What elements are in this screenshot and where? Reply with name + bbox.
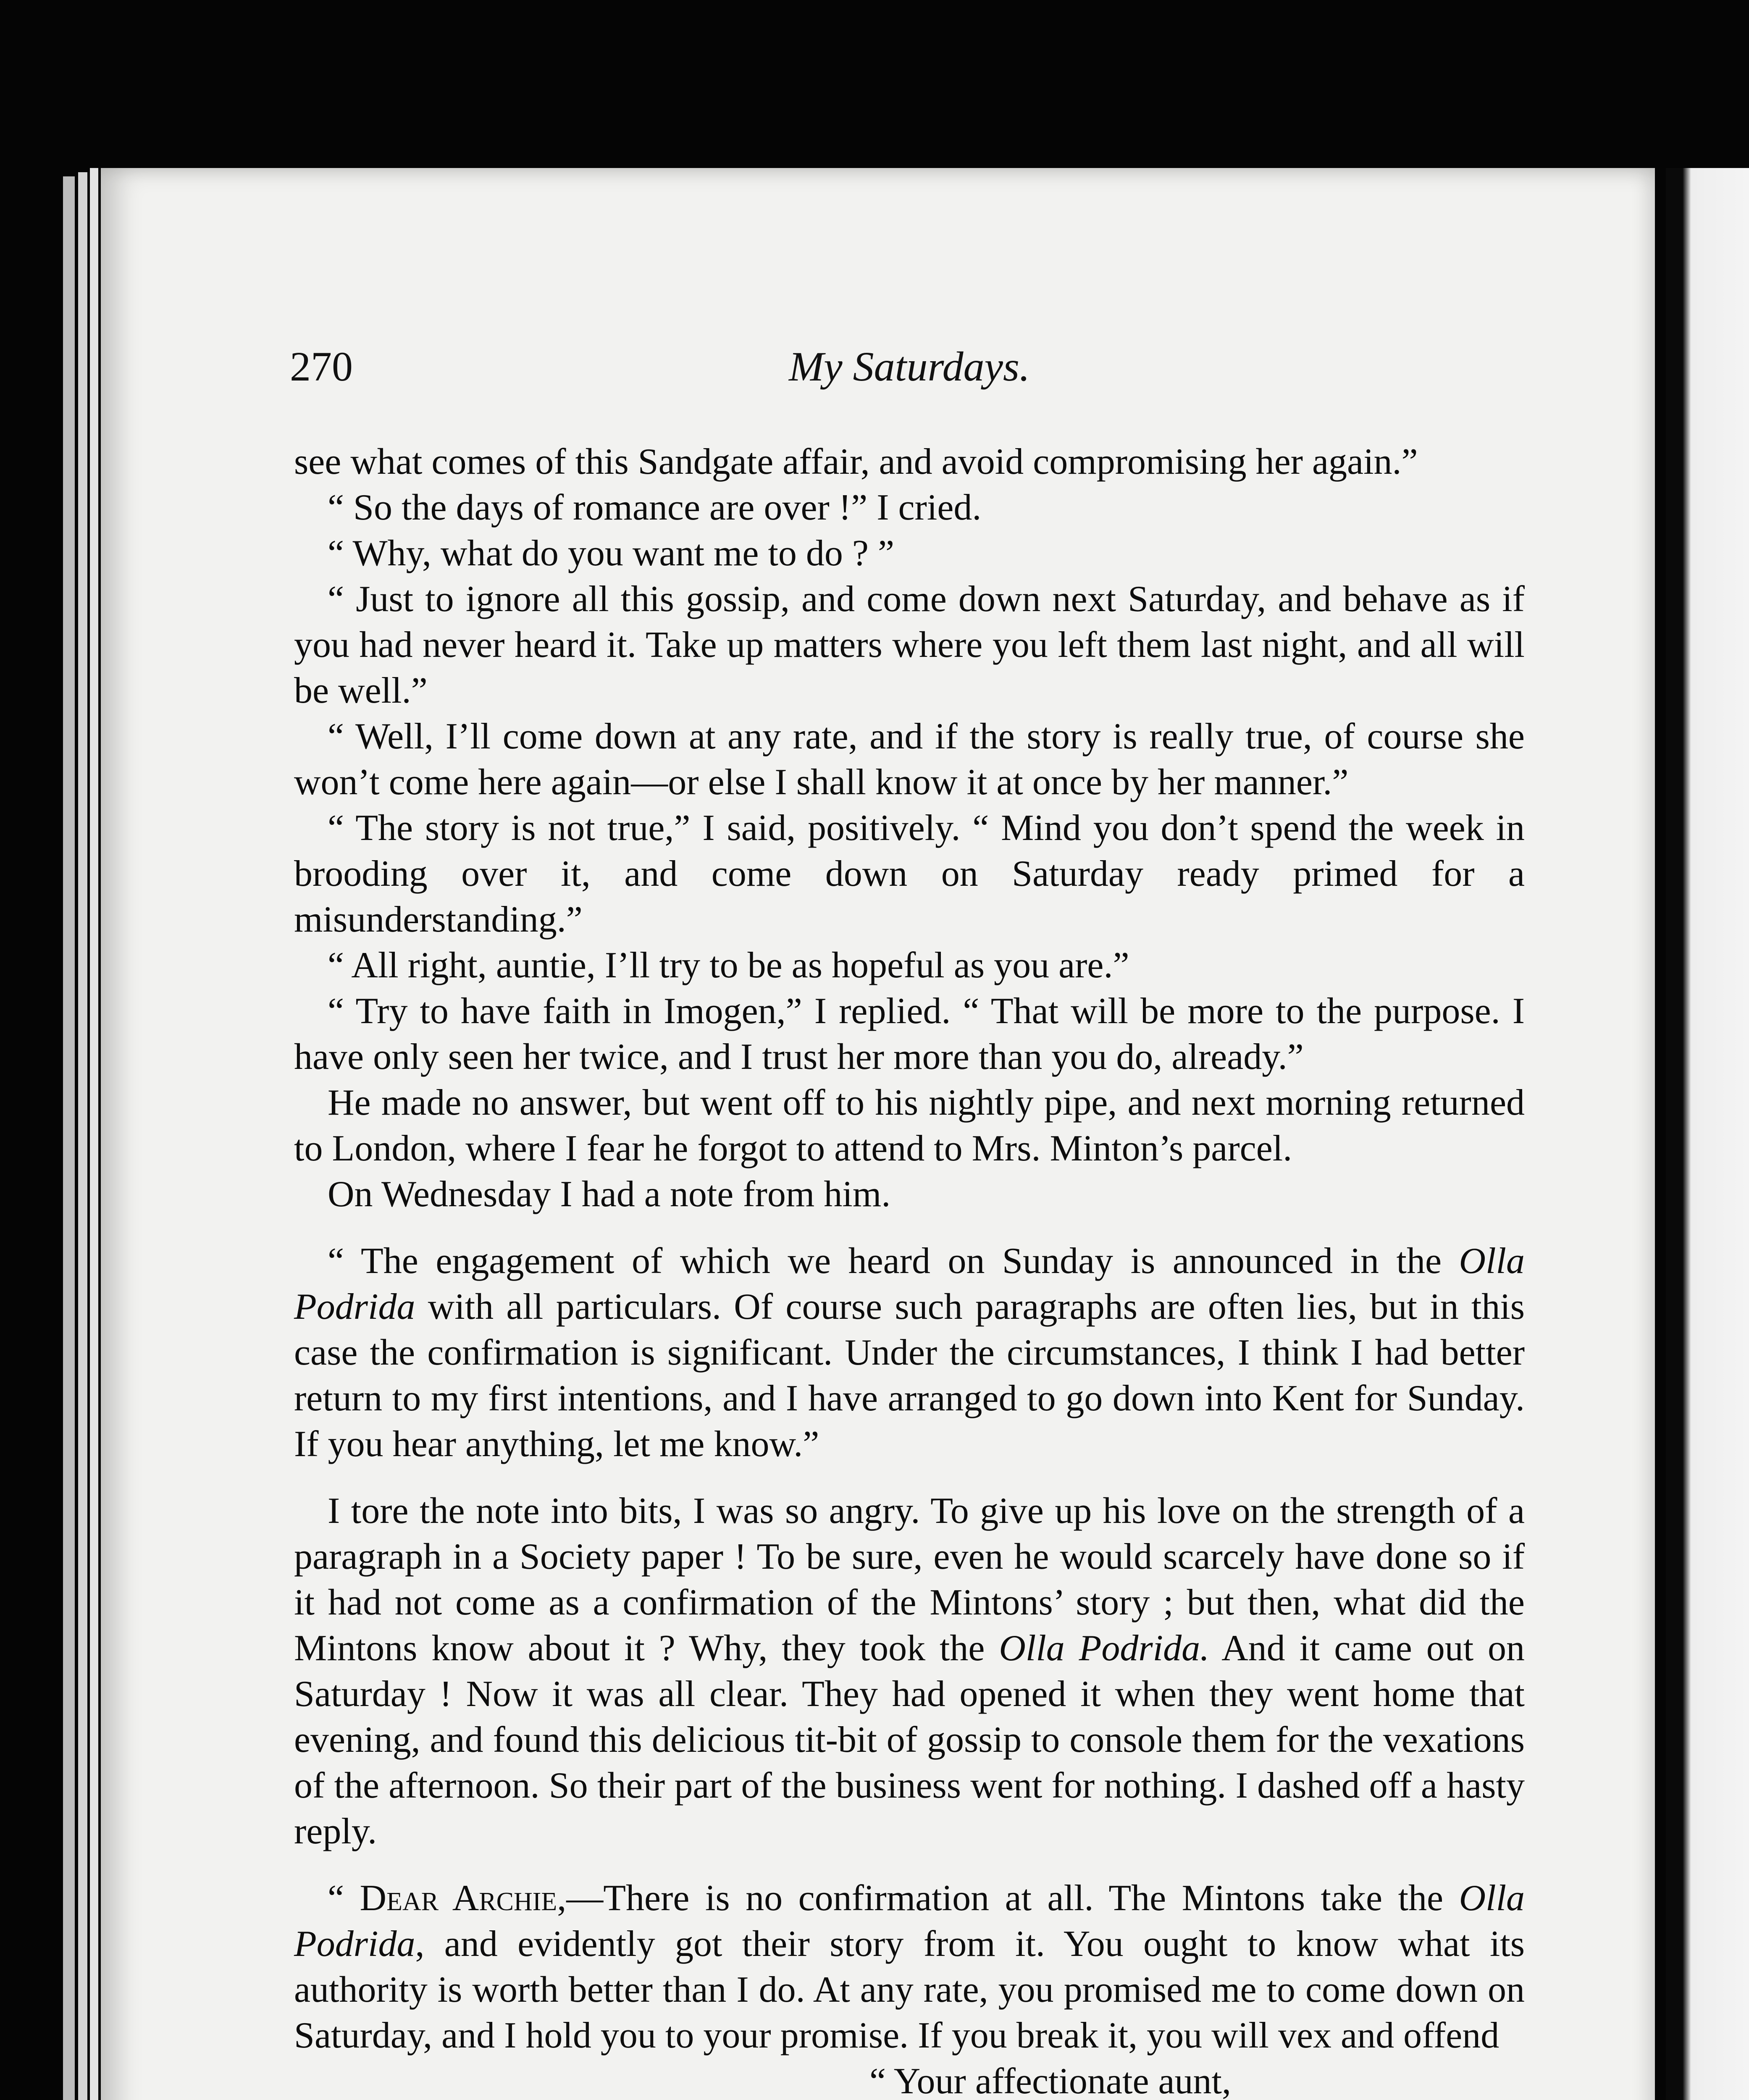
small-caps-text: Dear Archie	[360, 1878, 557, 1919]
paragraph	[294, 1488, 1525, 1854]
paragraph	[294, 1171, 1525, 1217]
paragraph	[294, 988, 1525, 1080]
paragraph	[294, 576, 1525, 714]
paragraph	[294, 942, 1525, 988]
page-header	[290, 342, 1529, 401]
paragraph	[294, 805, 1525, 942]
text-run: “ Your affectionate aunt,	[869, 2061, 1232, 2100]
paragraph	[294, 1080, 1525, 1171]
text-run: ,—There is no confirmation at all. The Mintons take the	[557, 1878, 1459, 1919]
book-edge	[90, 168, 98, 2100]
paragraph	[294, 485, 1525, 530]
text-run: “ All right, auntie, I’ll try to be as hopeful as you are.”	[328, 945, 1129, 986]
book-edge	[63, 176, 75, 2100]
text-run: “ Why, what do you want me to do ? ”	[328, 533, 895, 574]
page-number: 270	[290, 343, 353, 390]
italic-text: Olla Podrida.	[999, 1628, 1210, 1669]
text-run: On Wednesday I had a note from him.	[328, 1174, 891, 1215]
body-text	[294, 439, 1525, 2100]
book-edge	[78, 172, 87, 2100]
text-run: “	[328, 1878, 360, 1919]
paragraph	[294, 439, 1525, 485]
text-run: “ Well, I’ll come down at any rate, and if the story is really true, of course she won’t come here again—or else I shall know it at once by her manner.”	[294, 716, 1525, 803]
letter-closing	[294, 2058, 1525, 2100]
text-run: see what comes of this Sandgate affair, and avoid compromising her again.”	[294, 441, 1418, 482]
text-run: “ Just to ignore all this gossip, and come down next Saturday, and behave as if you had never heard it. Take up matters where you left them last night, and all will be well.”	[294, 579, 1525, 711]
text-run: He made no answer, but went off to his nightly pipe, and next morning returned to London, where I fear he forgot to attend to Mrs. Minton’s parcel.	[294, 1082, 1525, 1169]
running-title: My Saturdays.	[789, 343, 1030, 390]
text-run: with all particulars. Of course such paragraphs are often lies, but in this case the confirmation is significant. Under the circumstances, I think I had better return to my first intentions, and I have arranged to go down into Kent for Sunday. If you hear anything, let me know.”	[294, 1286, 1525, 1465]
text-run: “ Try to have faith in Imogen,” I replied. “ That will be more to the purpose. I have only seen her twice, and I trust her more than you do, already.”	[294, 991, 1525, 1077]
text-run: “ The story is not true,” I said, positively. “ Mind you don’t spend the week in brooding over it, and come down on Saturday ready primed for a misunderstanding.”	[294, 808, 1525, 940]
paragraph	[294, 530, 1525, 576]
text-run: , and evidently got their story from it. You ought to know what its authority is worth better than I do. At any rate, you promised me to come down on Saturday, and I hold you to your promise. If you break it, you will vex and offend	[294, 1924, 1525, 2056]
facing-page	[1666, 168, 1749, 2100]
text-run: “ So the days of romance are over !” I cried.	[328, 487, 982, 528]
italic-text: Olla Podrida	[294, 1241, 1525, 1327]
letter-paragraph	[294, 1238, 1525, 1467]
letter-paragraph	[294, 1875, 1525, 2058]
italic-text: Olla Podrida	[294, 1878, 1525, 1964]
text-run: And it came out on Saturday ! Now it was all clear. They had opened it when they went home that evening, and found this delicious tit-bit of gossip to console them for the vexations of the afternoon. So their part of the business went for nothing. I dashed off a hasty reply.	[294, 1628, 1525, 1852]
text-run: I tore the note into bits, I was so angry. To give up his love on the strength of a paragraph in a Society paper ! To be sure, even he would scarcely have done so if it had not come as a confirmation of the Mintons’ story ; but then, what did the Mintons know about it ? Why, they took the	[294, 1491, 1525, 1669]
text-run: “ The engagement of which we heard on Sunday is announced in the	[328, 1241, 1459, 1281]
paragraph	[294, 714, 1525, 805]
